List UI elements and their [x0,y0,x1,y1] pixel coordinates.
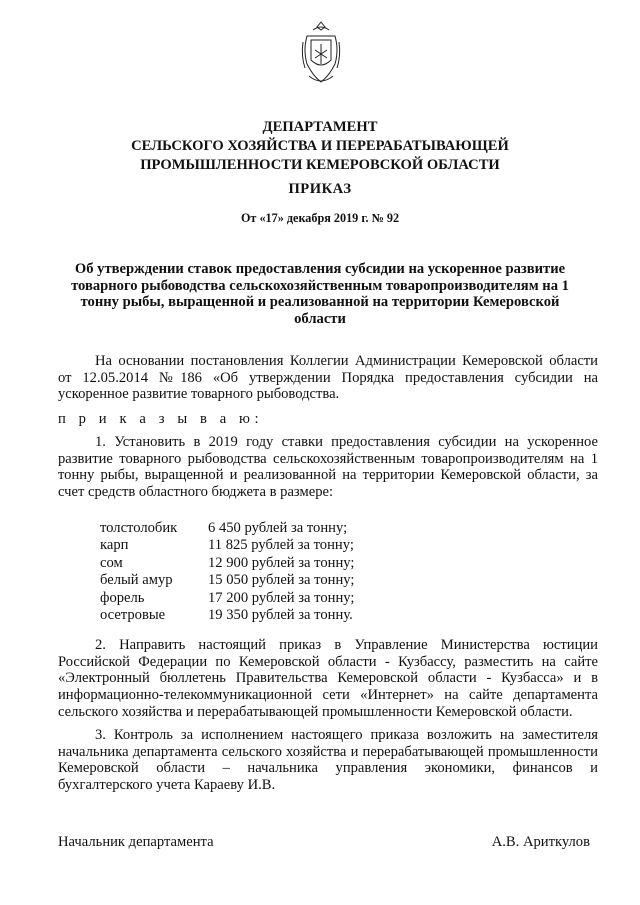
rate-row [100,520,354,537]
item-3-paragraph: 3. Контроль за исполнением настоящего приказа возложить на заместителя начальника департамента сельского хозяйства и перерабатывающей промышленности Кемеровской области – начальника управления экономики, финансов и бухгалтерского учета Караеву И.В. [58,727,598,794]
order-subject: Об утверждении ставок предоставления субсидии на ускоренное развитие товарного рыбоводства сельскохозяйственным товаропроизводителям на 1 тонну рыбы, выращенной и реализованной на территории Кемеровской области [71,261,569,327]
department-header [0,118,640,175]
item-1-paragraph: 1. Установить в 2019 году ставки предоставления субсидии на ускоренное развитие товарного рыбоводства сельскохозяйственным товаропроизводителям на 1 тонну рыбы, выращенной и реализованной на территории Кемеровской области, за счет средств областного бюджета в размере: [58,434,598,501]
fish-rate: 12 900 рублей за тонну; [208,554,355,571]
rate-row [100,590,354,607]
fish-rate: 11 825 рублей за тонну; [208,537,354,554]
fish-name: белый амур [100,572,173,589]
document-type: ПРИКАЗ [288,181,352,197]
order-word: п р и к а з ы в а ю: [58,411,264,427]
rate-row [100,607,354,624]
rates-list [100,520,354,624]
fish-name: сом [100,554,123,571]
fish-name: форель [100,589,145,606]
fish-name: осетровые [100,607,166,624]
rate-row [100,555,354,572]
header-line-3: ПРОМЫШЛЕННОСТИ КЕМЕРОВСКОЙ ОБЛАСТИ [140,157,500,173]
fish-rate: 19 350 рублей за тонну. [208,607,353,624]
order-date-number: От «17» декабря 2019 г. № 92 [240,211,400,225]
signature-name: А.В. Ариткулов [491,834,590,850]
fish-name: карп [100,537,129,554]
fish-rate: 15 050 рублей за тонну; [208,572,355,589]
header-line-1: ДЕПАРТАМЕНТ [262,119,378,135]
item-2-paragraph: 2. Направить настоящий приказ в Управление Министерства юстиции Российской Федерации по Кемеровской области - Кузбассу, разместить на сайте «Электронный бюллетень Правительства Кемеровской области - Кузбасса» и в информационно-телекоммуникационной сети «Интернет» на сайте департамента сельского хозяйства и перерабатывающей промышленности Кемеровской области. [58,637,598,720]
header-line-2: СЕЛЬСКОГО ХОЗЯЙСТВА И ПЕРЕРАБАТЫВАЮЩЕЙ [131,138,509,154]
signature-position: Начальник департамента [58,834,214,850]
fish-rate: 17 200 рублей за тонну; [208,589,355,606]
preamble-paragraph: На основании постановления Коллегии Администрации Кемеровской области от 12.05.2014 №186 «Об утверждении Порядка предоставления субсидии на ускоренное развитие товарного рыбоводства. [58,353,598,403]
fish-rate: 6 450 рублей за тонну; [208,520,348,536]
fish-name: толстолобик [100,520,178,536]
rate-row [100,537,354,554]
coat-of-arms-emblem [299,20,343,88]
rate-row [100,572,354,589]
